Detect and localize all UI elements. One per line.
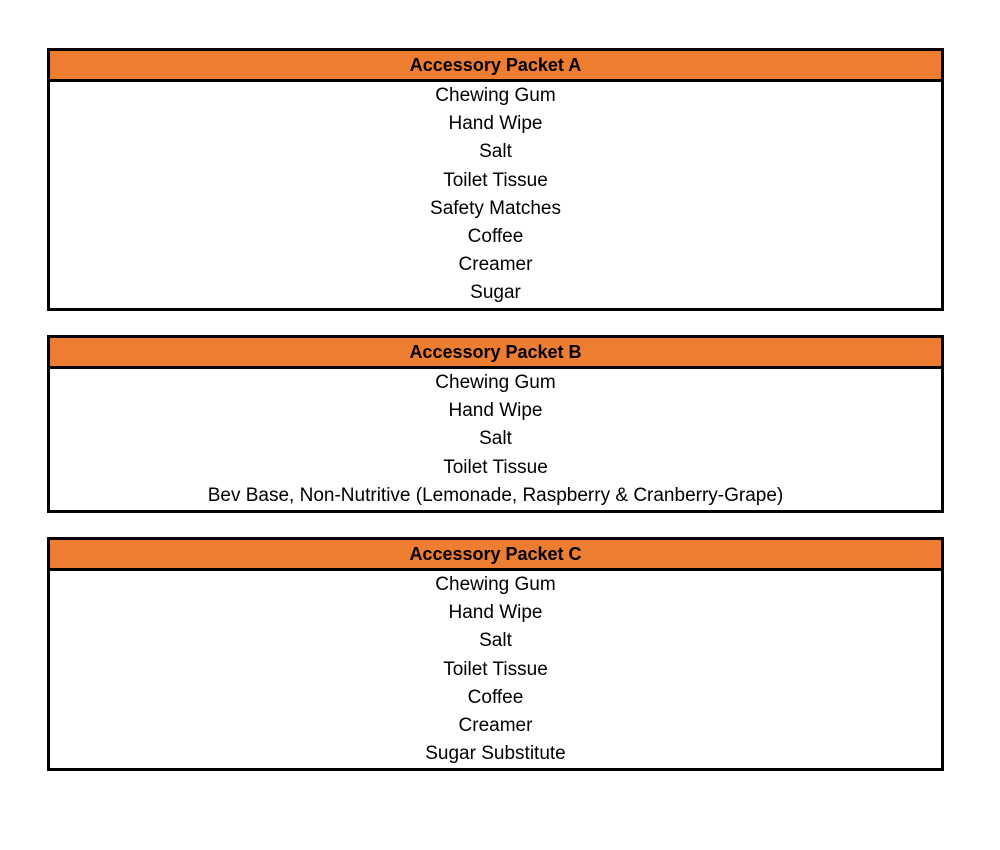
packet-item: Sugar Substitute bbox=[425, 743, 566, 765]
packet-item: Coffee bbox=[467, 225, 524, 247]
packet-title: Accessory Packet B bbox=[50, 338, 941, 369]
packet-item: Hand Wipe bbox=[448, 400, 543, 422]
packet-title: Accessory Packet C bbox=[50, 540, 941, 571]
packet-item: Hand Wipe bbox=[448, 602, 543, 624]
packet-item: Salt bbox=[479, 428, 512, 450]
packet-item-list bbox=[50, 571, 941, 768]
packet-item: Toilet Tissue bbox=[443, 658, 548, 680]
packet-item: Salt bbox=[479, 630, 512, 652]
packet-item: Coffee bbox=[467, 686, 524, 708]
accessory-packet-b-table bbox=[47, 335, 944, 513]
packet-item: Bev Base, Non-Nutritive (Lemonade, Raspberry & Cranberry-Grape) bbox=[207, 484, 784, 506]
packet-item: Hand Wipe bbox=[448, 113, 543, 135]
packet-item: Chewing Gum bbox=[435, 85, 556, 106]
accessory-packet-a-table bbox=[47, 48, 944, 311]
packet-item: Creamer bbox=[458, 714, 533, 736]
packet-title: Accessory Packet A bbox=[50, 51, 941, 82]
packet-item-list bbox=[50, 369, 941, 510]
packet-item: Toilet Tissue bbox=[443, 169, 548, 191]
packet-item: Salt bbox=[479, 141, 512, 163]
packet-item-list bbox=[50, 82, 941, 308]
packet-item: Safety Matches bbox=[430, 197, 561, 219]
packet-item: Sugar bbox=[470, 282, 521, 304]
packet-item: Chewing Gum bbox=[435, 372, 556, 393]
packet-item: Creamer bbox=[458, 254, 533, 276]
packet-item: Toilet Tissue bbox=[443, 456, 548, 478]
accessory-packet-c-table bbox=[47, 537, 944, 771]
packet-item: Chewing Gum bbox=[435, 574, 556, 595]
